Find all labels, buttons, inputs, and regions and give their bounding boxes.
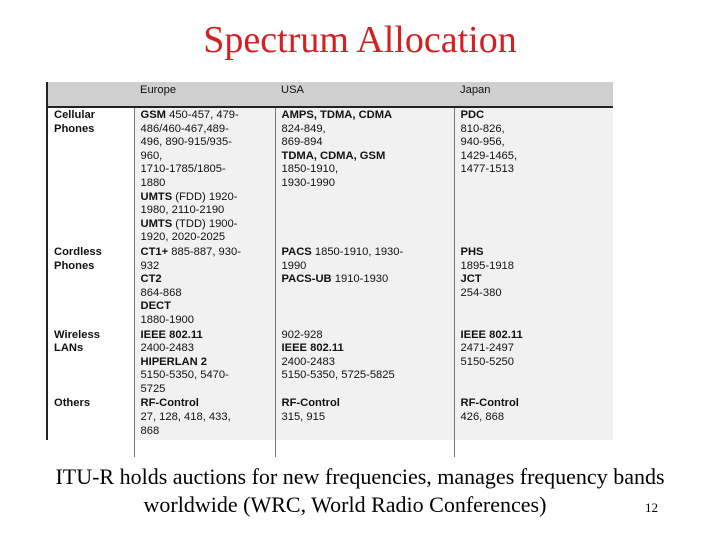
cell-line: 426, 868 (460, 411, 505, 424)
cell-line (461, 397, 614, 411)
row-category (48, 328, 134, 397)
cell-line: 864-868 (140, 286, 182, 299)
cell-line: 1429-1465, (460, 149, 518, 162)
cell-europe (134, 107, 275, 245)
row-category (48, 245, 134, 328)
row-category (48, 396, 134, 457)
cell-line: UMTS (TDD) 1900- (140, 217, 238, 230)
cell-line (282, 397, 454, 411)
page-number: 12 (645, 500, 658, 515)
cell-line (141, 273, 275, 287)
table-row (48, 245, 613, 328)
cell-line: 2471-2497 (460, 342, 515, 355)
system-name: IEEE 802.11 (460, 328, 523, 341)
system-name: RF-Control (460, 397, 519, 410)
system-name: GSM (140, 109, 166, 121)
system-name: JCT (460, 273, 482, 286)
system-name: PACS-UB (281, 273, 332, 286)
system-name: UMTS (140, 190, 173, 203)
cell-line: 27, 128, 418, 433, (140, 411, 231, 424)
cell-line: 1880-1900 (140, 313, 195, 326)
slide-caption (0, 463, 720, 519)
cell-line (141, 329, 275, 343)
table-row (48, 396, 613, 457)
cell-line: 960, (140, 149, 163, 162)
cell-line (461, 329, 614, 343)
cell-line: 2400-2483 (281, 355, 336, 368)
cell-line: 315, 915 (281, 411, 326, 424)
header-usa: USA (275, 82, 454, 107)
table-row (48, 107, 613, 245)
cell-line: 940-956, (460, 136, 505, 149)
system-name: TDMA, CDMA, GSM (281, 149, 386, 162)
row-category (48, 107, 134, 245)
cell-usa (275, 245, 454, 328)
cell-europe (134, 396, 275, 457)
cell-line: 902-928 (281, 328, 323, 341)
cell-line: 486/460-467,489- (140, 122, 229, 135)
cell-line (141, 300, 275, 314)
system-name: PDC (460, 109, 485, 121)
cell-line: GSM 450-457, 479- (140, 109, 239, 121)
cell-japan (454, 245, 613, 328)
category-line: Phones (54, 259, 95, 272)
cell-usa (275, 328, 454, 397)
cell-line: 869-894 (281, 136, 323, 149)
system-name: PHS (460, 245, 484, 258)
cell-line: 1710-1785/1805- (140, 163, 226, 176)
system-name: RF-Control (140, 397, 199, 410)
cell-line: 1850-1910, (281, 163, 339, 176)
cell-line (461, 246, 614, 260)
system-name: RF-Control (281, 397, 340, 410)
cell-line: 1990 (281, 259, 307, 272)
cell-line (461, 109, 614, 123)
cell-line: 1477-1513 (460, 163, 515, 176)
cell-line (141, 356, 275, 370)
cell-line: 5150-5250 (460, 355, 515, 368)
cell-line: 932 (140, 259, 160, 272)
cell-line: CT1+ 885-887, 930- (140, 245, 241, 258)
cell-line: PACS-UB 1910-1930 (281, 273, 389, 286)
cell-line: 1980, 2110-2190 (140, 204, 225, 217)
cell-line: 1895-1918 (460, 259, 515, 272)
cell-line (282, 109, 454, 123)
system-name: CT1+ (140, 245, 169, 258)
system-name: CT2 (140, 273, 162, 286)
cell-line: 254-380 (460, 286, 502, 299)
header-japan: Japan (454, 82, 613, 107)
cell-europe (134, 245, 275, 328)
cell-usa (275, 107, 454, 245)
cell-line: 5150-5350, 5725-5825 (281, 369, 395, 382)
cell-line: 5150-5350, 5470- (140, 369, 229, 382)
cell-line: UMTS (FDD) 1920- (140, 190, 238, 203)
cell-japan (454, 396, 613, 457)
slide-title: Spectrum Allocation (203, 19, 517, 61)
cell-line: PACS 1850-1910, 1930- (281, 245, 404, 258)
category-line: Others (54, 397, 91, 410)
cell-line: 1880 (140, 176, 166, 189)
category-line: Phones (54, 122, 95, 135)
category-line: Cellular (54, 109, 96, 121)
cell-europe (134, 328, 275, 397)
cell-line: 868 (140, 424, 160, 437)
cell-line (141, 397, 275, 411)
cell-line: 824-849, (281, 122, 326, 135)
cell-line: 1930-1990 (281, 176, 336, 189)
cell-japan (454, 107, 613, 245)
spectrum-table-container (46, 82, 613, 440)
category-line: Cordless (54, 245, 102, 258)
spectrum-table (48, 82, 613, 457)
system-name: HIPERLAN 2 (140, 355, 208, 368)
cell-line: 5725 (140, 382, 166, 395)
cell-line (461, 273, 614, 287)
cell-line: 810-826, (460, 122, 505, 135)
system-name: IEEE 802.11 (281, 342, 344, 355)
header-empty (48, 82, 134, 107)
system-name: DECT (140, 300, 171, 313)
header-europe: Europe (134, 82, 275, 107)
system-name: AMPS, TDMA, CDMA (281, 109, 393, 121)
caption-line-1: ITU-R holds auctions for new frequencies, manages frequency bands (55, 464, 665, 489)
caption-line-2: worldwide (WRC, World Radio Conferences) (143, 492, 547, 517)
table-header-row (48, 82, 613, 107)
cell-line: 2400-2483 (140, 342, 195, 355)
system-name: UMTS (140, 217, 173, 230)
table-row (48, 328, 613, 397)
cell-line (282, 150, 454, 164)
cell-line (282, 342, 454, 356)
cell-japan (454, 328, 613, 397)
category-line: Wireless (54, 328, 100, 341)
cell-line: 1920, 2020-2025 (140, 231, 226, 244)
system-name: IEEE 802.11 (140, 328, 203, 341)
category-line: LANs (54, 342, 84, 355)
cell-line: 496, 890-915/935- (140, 136, 232, 149)
cell-usa (275, 396, 454, 457)
system-name: PACS (281, 245, 312, 258)
